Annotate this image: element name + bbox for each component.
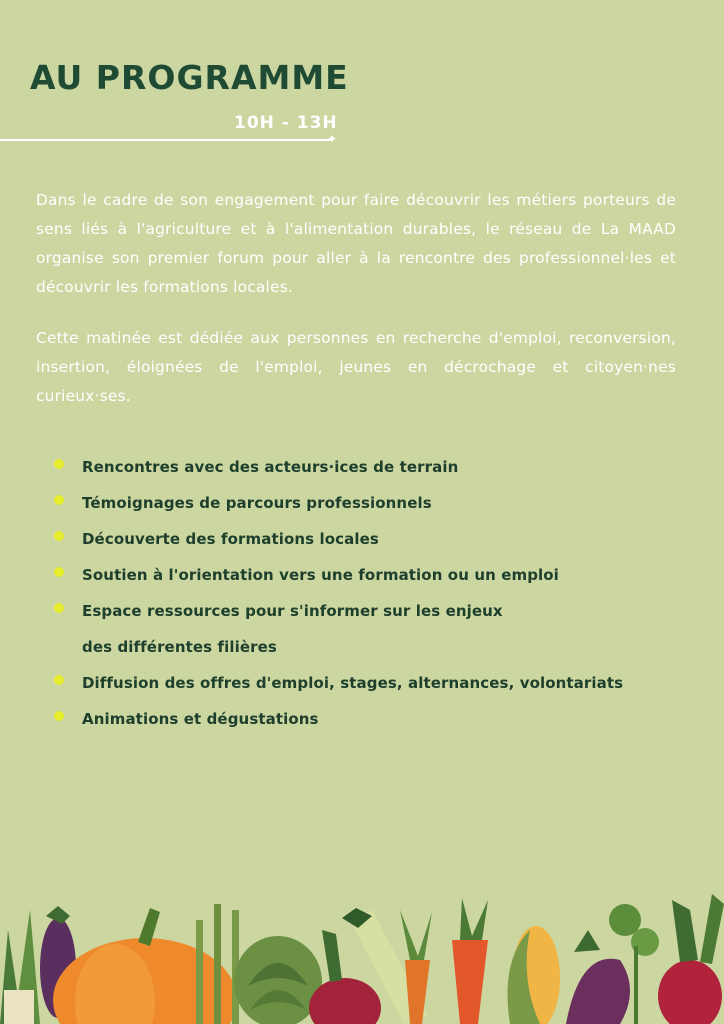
time-range: 10H - 13H xyxy=(234,113,338,133)
divider-line xyxy=(0,139,332,141)
list-item-label: Espace ressources pour s'informer sur les enjeux xyxy=(82,602,503,620)
bullet-icon xyxy=(54,495,64,505)
sparkle-icon: ✦ xyxy=(327,132,338,146)
pumpkin-icon xyxy=(53,908,237,1024)
list-item-label: Animations et dégustations xyxy=(82,710,319,728)
eggplant-icon xyxy=(566,930,630,1024)
bullet-icon xyxy=(54,531,64,541)
carrot-icon xyxy=(452,898,488,1024)
bullet-icon xyxy=(54,567,64,577)
feature-list xyxy=(54,449,674,737)
bullet-icon xyxy=(54,711,64,721)
corn-icon xyxy=(508,926,561,1024)
intro-text xyxy=(36,186,676,411)
list-item xyxy=(54,521,674,557)
list-item xyxy=(54,701,674,737)
list-item-label: Soutien à l'orientation vers une formation ou un emploi xyxy=(82,566,559,584)
asparagus-icon xyxy=(196,904,239,1024)
leek-icon xyxy=(0,910,40,1024)
list-item xyxy=(54,665,674,701)
list-item-label: Découverte des formations locales xyxy=(82,530,379,548)
page-title: AU PROGRAMME xyxy=(30,58,349,97)
intro-paragraph-1: Dans le cadre de son engagement pour faire découvrir les métiers porteurs de sens liés à l'agriculture et à l'alimentation durables, le réseau de La MAAD organise son premier forum pour aller à la rencontre des professionnel·les et découvrir les formations locales. xyxy=(36,191,676,296)
artichoke-icon xyxy=(234,936,322,1024)
list-item-label-continued: des différentes filières xyxy=(82,638,277,656)
list-item xyxy=(54,449,674,485)
list-item-label: Rencontres avec des acteurs·ices de terrain xyxy=(82,458,459,476)
list-item xyxy=(54,557,674,593)
list-item-label: Témoignages de parcours professionnels xyxy=(82,494,432,512)
bullet-icon xyxy=(54,603,64,613)
list-item xyxy=(54,485,674,521)
vegetables-illustration xyxy=(0,890,724,1024)
list-item-label: Diffusion des offres d'emploi, stages, alternances, volontariats xyxy=(82,674,624,692)
list-item xyxy=(54,593,674,665)
bullet-icon xyxy=(54,675,64,685)
intro-paragraph-2: Cette matinée est dédiée aux personnes en recherche d'emploi, reconversion, insertion, éloignées de l'emploi, jeunes en décrochage et citoyen·nes curieux·ses. xyxy=(36,329,676,405)
radish-icon xyxy=(658,894,724,1024)
bullet-icon xyxy=(54,459,64,469)
